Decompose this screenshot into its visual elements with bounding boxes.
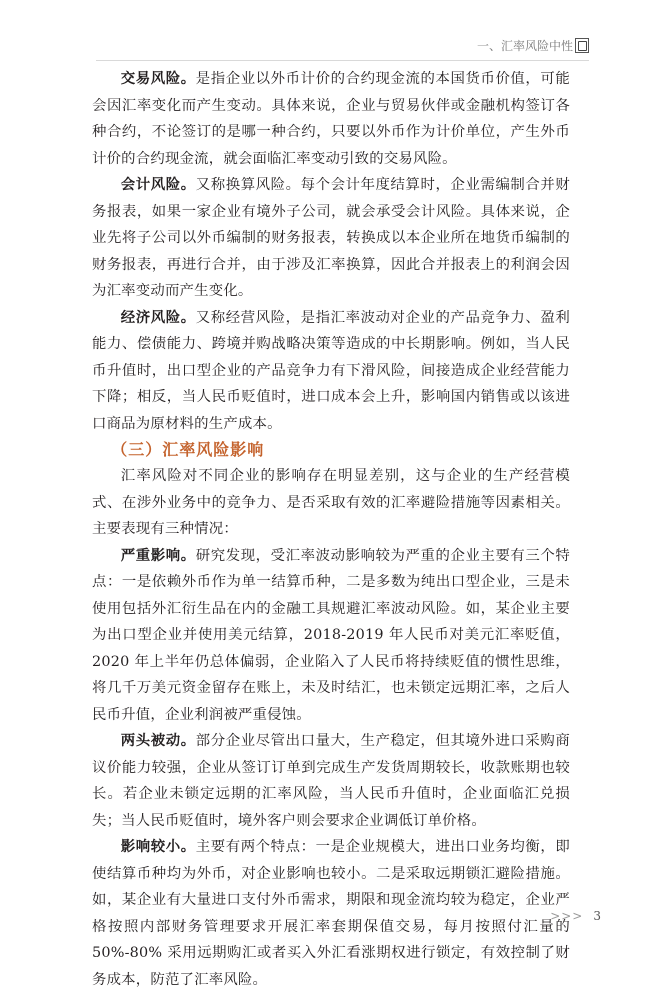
book-icon [575, 38, 589, 53]
paragraph-minor-impact [92, 834, 570, 993]
paragraph-text: 研究发现，受汇率波动影响较为严重的企业主要有三个特点：一是依赖外币作为单一结算币种，二是多数为纯出口型企业，三是未使用包括外汇衍生品在内的金融工具规避汇率波动风险。如，某企业主要为出口型企业并使用美元结算，2018-2019 年人民币对美元汇率贬值，2020 年上半年仍总体偏弱，企业陷入了人民币将持续贬值的惯性思维，将几千万美元资金留存在账上，未及时结汇，也未锁定远期汇率，之后人民币升值，企业利润被严重侵蚀。 [92, 547, 570, 723]
header-divider [96, 60, 589, 61]
paragraph-economic-risk [92, 305, 570, 438]
page-body [92, 66, 570, 993]
paragraph-accounting-risk [92, 172, 570, 305]
footer-arrows: >>> [550, 909, 584, 923]
paragraph-lead: 两头被动。 [120, 732, 196, 749]
paragraph-text: 又称经营风险，是指汇率波动对企业的产品竞争力、盈利能力、偿债能力、跨境并购战略决策等造成的中长期影响。例如，当人民币升值时，出口型企业的产品竞争力有下滑风险，间接造成企业经营能力下降；相反，当人民币贬值时，进口成本会上升，影响国内销售或以该进口商品为原材料的生产成本。 [92, 309, 570, 432]
paragraph-lead: 会计风险。 [120, 176, 196, 193]
section-heading: （三）汇率风险影响 [111, 440, 265, 459]
page-number: 3 [593, 909, 601, 923]
paragraph-lead: 严重影响。 [120, 546, 196, 564]
paragraph-text: 是指企业以外币计价的合约现金流的本国货币价值，可能会因汇率变化而产生变动。具体来说，企业与贸易伙伴或金融机构签订各种合约，不论签订的是哪一种合约，只要以外币作为计价单位，产生外币计价的合约现金流，就会面临汇率变动引致的交易风险。 [92, 71, 570, 167]
paragraph-lead: 影响较小。 [120, 838, 196, 855]
paragraph-text: 部分企业尽管出口量大，生产稳定，但其境外进口采购商议价能力较强，企业从签订订单到完成生产发货周期较长，收款账期也较长。若企业未锁定远期的汇率风险，当人民币升值时，企业面临汇兑损失；当人民币贬值时，境外客户则会要求企业调低订单价格。 [92, 733, 570, 829]
paragraph-transaction-risk [92, 66, 570, 172]
paragraph-lead: 经济风险。 [120, 308, 196, 326]
page-footer [550, 909, 601, 923]
paragraph-severe-impact [92, 543, 570, 729]
paragraph-lead: 交易风险。 [120, 70, 196, 87]
paragraph-double-passive [92, 728, 570, 834]
paragraph-text: 主要有两个特点：一是企业规模大，进出口业务均衡，即使结算币种均为外币，对企业影响也较小。二是采取远期锁汇避险措施。如，某企业有大量进口支付外币需求，期限和现金流均较为稳定，企业严格按照内部财务管理要求开展汇率套期保值交易，每月按照付汇量的 50%-80% 采用远期购汇或者买入外汇看涨期权进行锁定，有效控制了财务成本，防范了汇率风险。 [92, 839, 570, 988]
section-intro: 汇率风险对不同企业的影响存在明显差别，这与企业的生产经营模式、在涉外业务中的竞争力、是否采取有效的汇率避险措施等因素相关。主要表现有三种情况： [92, 468, 570, 537]
paragraph-text: 又称换算风险。每个会计年度结算时，企业需编制合并财务报表，如果一家企业有境外子公司，就会承受会计风险。具体来说，企业先将子公司以外币编制的财务报表，转换成以本企业所在地货币编制的财务报表，再进行合并，由于涉及汇率换算，因此合并报表上的利润会因为汇率变动而产生变化。 [92, 177, 570, 299]
running-header: 一、汇率风险中性 [476, 39, 573, 53]
